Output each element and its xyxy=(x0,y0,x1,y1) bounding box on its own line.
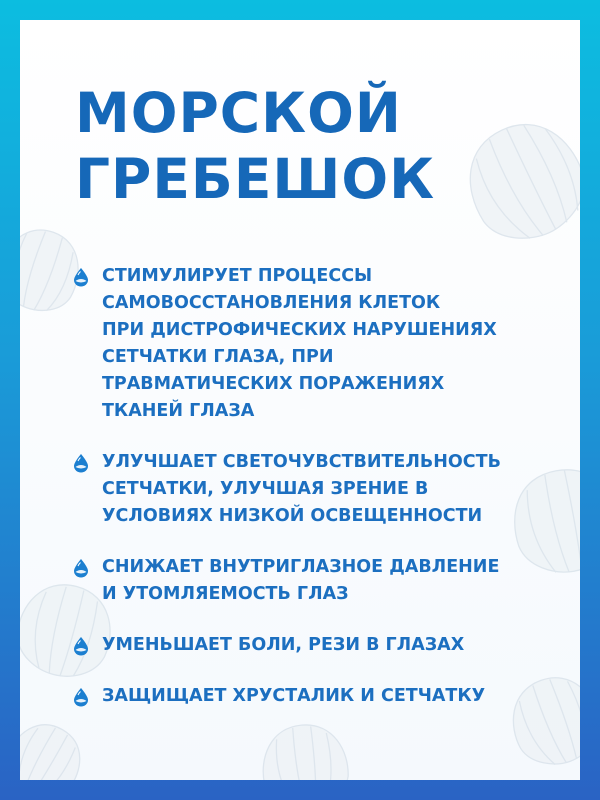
content-card xyxy=(20,20,580,780)
water-drop-icon xyxy=(72,558,90,578)
title-line-2: ГРЕБЕШОК xyxy=(75,147,436,211)
benefit-text-line: УЛУЧШАЕТ СВЕТОЧУВСТВИТЕЛЬНОСТЬ xyxy=(102,452,501,472)
water-drop-icon xyxy=(72,453,90,473)
benefit-text-line: ПРИ ДИСТРОФИЧЕСКИХ НАРУШЕНИЯХ xyxy=(102,320,497,340)
benefit-text-line: И УТОМЛЯЕМОСТЬ ГЛАЗ xyxy=(102,584,349,604)
benefit-item-5 xyxy=(72,683,552,710)
benefit-text-line: ЗАЩИЩАЕТ ХРУСТАЛИК И СЕТЧАТКУ xyxy=(102,686,486,706)
benefit-text-line: УМЕНЬШАЕТ БОЛИ, РЕЗИ В ГЛАЗАХ xyxy=(102,635,465,655)
scallop-shell-icon xyxy=(451,107,580,257)
benefit-item-2 xyxy=(72,449,552,530)
benefit-item-3 xyxy=(72,554,552,608)
benefit-text-line: ТКАНЕЙ ГЛАЗА xyxy=(102,401,255,421)
benefit-text-line: ТРАВМАТИЧЕСКИХ ПОРАЖЕНИЯХ xyxy=(102,374,445,394)
water-drop-icon xyxy=(72,267,90,287)
benefit-text-line: СНИЖАЕТ ВНУТРИГЛАЗНОЕ ДАВЛЕНИЕ xyxy=(102,557,500,577)
benefits-list xyxy=(72,263,552,734)
benefit-text-line: УСЛОВИЯХ НИЗКОЙ ОСВЕЩЕННОСТИ xyxy=(102,506,483,526)
page-title xyxy=(75,80,435,212)
water-drop-icon xyxy=(72,636,90,656)
water-drop-icon xyxy=(72,687,90,707)
title-line-1: МОРСКОЙ xyxy=(75,81,402,145)
benefit-text-line: СЕТЧАТКИ, УЛУЧШАЯ ЗРЕНИЕ В xyxy=(102,479,429,499)
benefit-text-line: САМОВОССТАНОВЛЕНИЯ КЛЕТОК xyxy=(102,293,441,313)
benefit-text-line: СЕТЧАТКИ ГЛАЗА, ПРИ xyxy=(102,347,334,367)
benefit-item-4 xyxy=(72,632,552,659)
benefit-text-line: СТИМУЛИРУЕТ ПРОЦЕССЫ xyxy=(102,266,373,286)
benefit-item-1 xyxy=(72,263,552,425)
